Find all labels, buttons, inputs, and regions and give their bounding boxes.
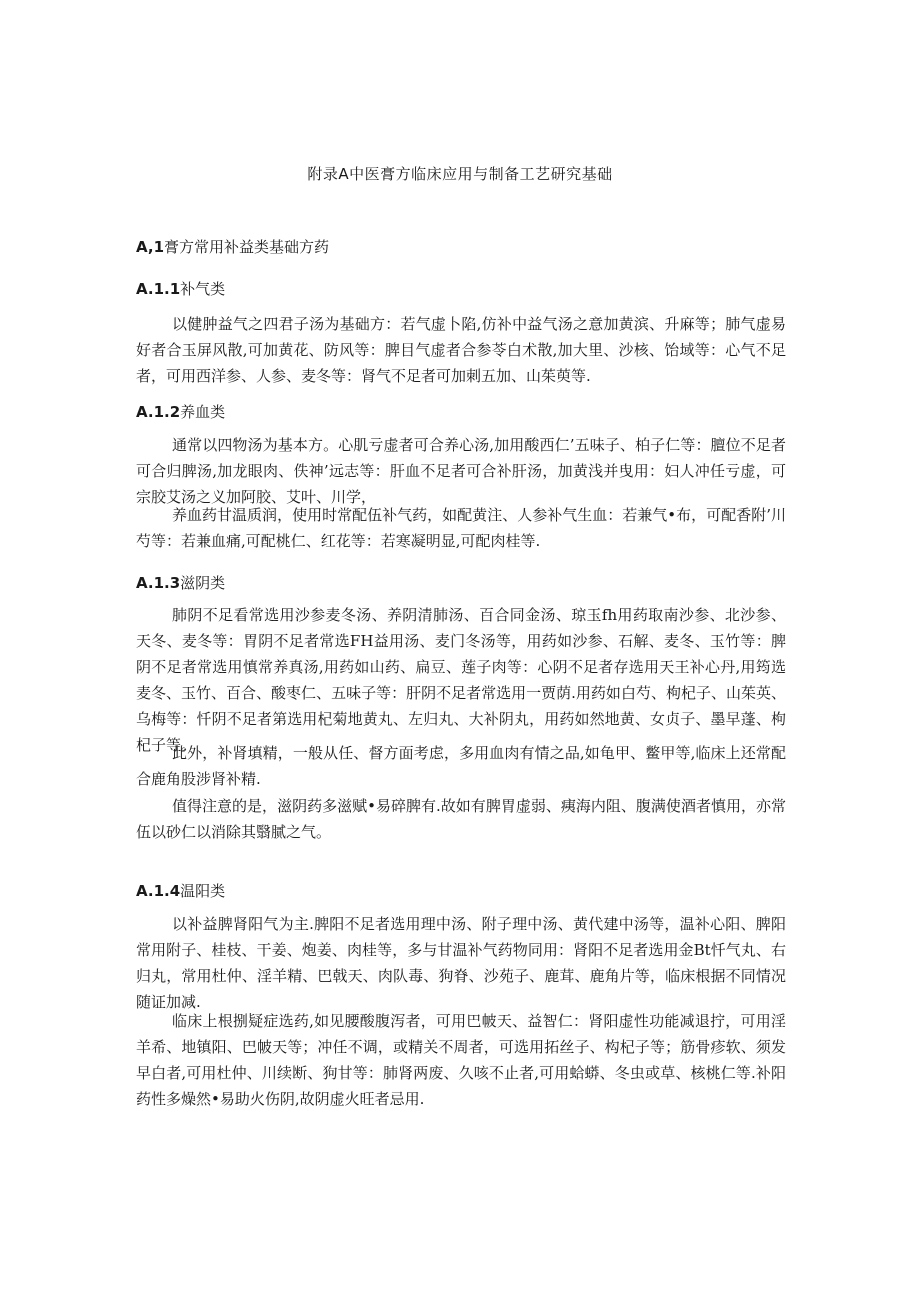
section-number: A,1 [136,238,165,256]
paragraph: 通常以四物汤为基本方。心肌亏虚者可合养心汤,加用酸西仁’五味子、柏子仁等：膻位不足者可合归脾汤,加龙眼肉、佚神’远志等：肝血不足者可合补肝汤，加黄浅并曳用：妇人冲任亏虚，可宗胶艾汤之义加阿胶、艾叶、川学， [136,436,786,506]
paragraph: 临床上根捌疑症选药,如见腰酸腹泻者，可用巴帔天、益智仁：肾阳虚性功能减退拧，可用淫羊希、地镇阳、巴帔天等；冲任不调，或精关不周者，可选用拓丝子、构杞子等；筋骨疹软、须发早白者,可用杜仲、川续断、狗甘等：肺肾两废、久咳不止者,可用蛤蟒、冬虫或草、核桃仁等.补阳药性多燥然•易助火伤阴,故阴虚火旺者忌用. [136,1012,786,1108]
subsection-heading-a13 [136,572,225,593]
subsection-number: A.1.2 [136,403,181,421]
paragraph: 值得注意的是，滋阴药多滋赋•易碎脾有.故如有脾胃虚弱、痍海内阻、腹满使酒者慎用，亦常伍以砂仁以消除其翳腻之气。 [136,797,786,841]
paragraph: 养血药甘温质润，使用时常配伍补气药，如配黄注、人参补气生血：若兼气•布，可配香附’川芍等：若兼血痛,可配桃仁、红花等：若寒凝明显,可配肉桂等. [136,506,786,550]
subsection-title: 补气类 [180,280,226,298]
paragraph: 以健肿益气之四君子汤为基础方：若气虚卜陷,仿补中益气汤之意加黄滨、升麻等；肺气虚易好者合玉屏风散,可加黄花、防风等：脾目气虚者合参苓白术散,加大里、沙核、饴域等：心气不足者，可用西洋参、人参、麦冬等：肾气不足者可加刺五加、山茱萸等. [136,315,786,385]
subsection-number: A.1.4 [136,882,181,900]
subsection-heading-a11 [136,278,225,299]
paragraph: 此外，补肾填精，一般从任、督方面考虑，多用血肉有情之品,如龟甲、鳖甲等,临床上还常配合鹿角股涉肾补精. [136,744,786,788]
subsection-heading-a14 [136,880,225,901]
paragraph: 肺阴不足看常选用沙参麦冬汤、养阴清肺汤、百合同金汤、琼玉fh用药取南沙参、北沙参、天冬、麦冬等：胃阴不足者常选FH益用汤、麦门冬汤等，用药如沙参、石解、麦冬、玉竹等：脾阴不足者常选用慎常养真汤,用药如山药、扁豆、莲子肉等：心阴不足者存选用天王补心丹,用筠选麦冬、玉竹、百合、酸枣仁、五味子等：肝阴不足者常选用一贾荫.用药如白芍、枸杞子、山茱英、乌梅等：忏阴不足者第选用杞菊地黄丸、左归丸、大补阴丸，用药如然地黄、女贞子、墨早蓬、枸杞子等。 [136,606,786,754]
section-title: 膏方常用补益类基础方药 [164,238,330,256]
subsection-heading-a12 [136,401,225,422]
subsection-title: 养血类 [180,403,226,421]
subsection-number: A.1.3 [136,574,181,592]
subsection-title: 滋阴类 [180,574,226,592]
subsection-number: A.1.1 [136,280,181,298]
subsection-title: 温阳类 [180,882,226,900]
section-heading [136,236,329,257]
document-title: 附录A中医膏方临床应用与制备工艺研究基础 [307,165,613,183]
paragraph: 以补益脾肾阳气为主.脾阳不足者选用理中汤、附子理中汤、黄代建中汤等，温补心阳、脾阳常用附子、桂枝、干姜、炮姜、肉桂等，多与甘温补气药物同用：肾阳不足者选用金Bt忏气丸、右归丸，常用杜仲、淫羊精、巴戟天、肉队毒、狗脊、沙苑子、鹿茸、鹿角片等，临床根据不同情况随证加减. [136,915,786,1011]
